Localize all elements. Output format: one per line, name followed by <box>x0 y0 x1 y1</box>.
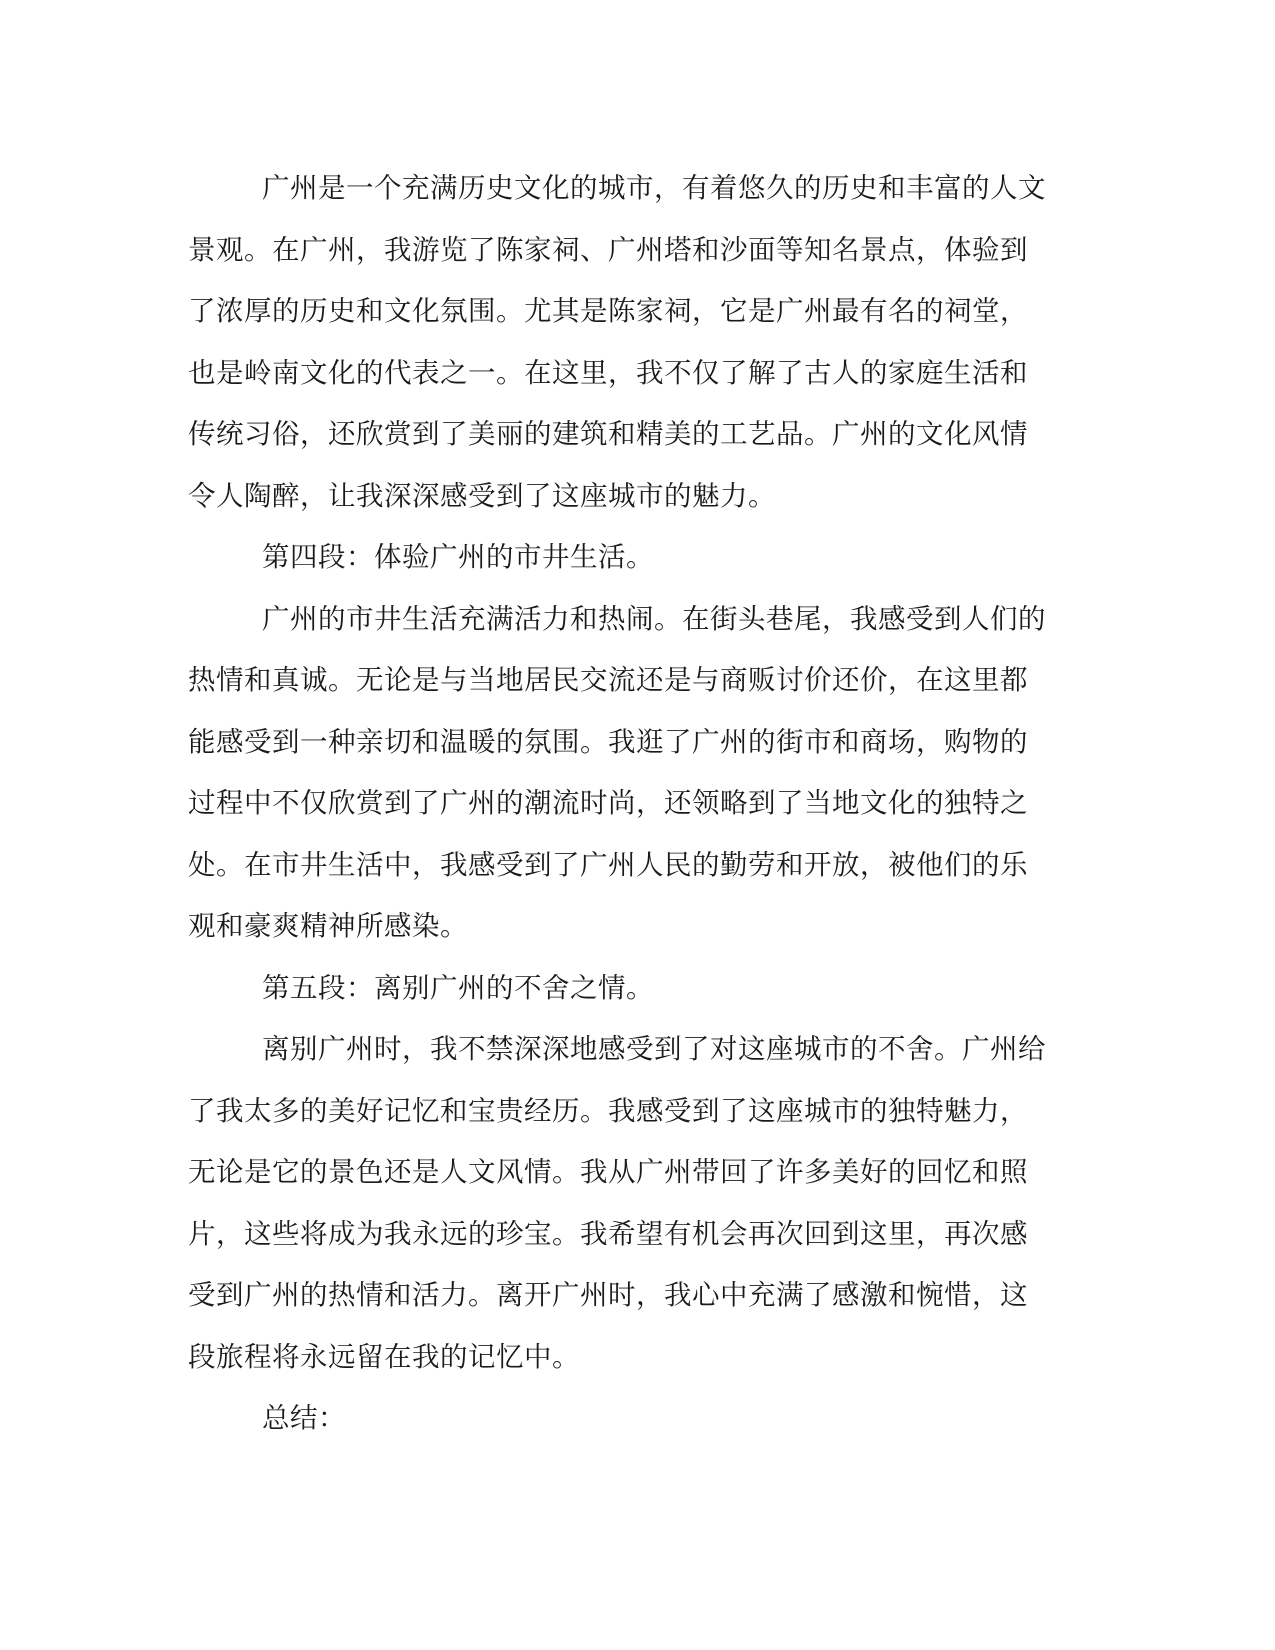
text-line: 传统习俗，还欣赏到了美丽的建筑和精美的工艺品。广州的文化风情 <box>188 418 1028 450</box>
text-line: 广州是一个充满历史文化的城市，有着悠久的历史和丰富的人文 <box>262 172 1046 204</box>
text-line: 总结： <box>262 1402 346 1434</box>
text-line: 广州的市井生活充满活力和热闹。在街头巷尾，我感受到人们的 <box>262 602 1046 635</box>
text-line: 能感受到一种亲切和温暖的氛围。我逛了广州的街市和商场，购物的 <box>188 725 1028 758</box>
text-line: 令人陶醉，让我深深感受到了这座城市的魅力。 <box>188 479 776 512</box>
text-line: 无论是它的景色还是人文风情。我从广州带回了许多美好的回忆和照 <box>188 1156 1028 1188</box>
text-line: 段旅程将永远留在我的记忆中。 <box>188 1340 580 1373</box>
text-line: 离别广州时，我不禁深深地感受到了对这座城市的不舍。广州给 <box>262 1033 1046 1065</box>
text-line: 第四段：体验广州的市井生活。 <box>262 541 654 573</box>
text-line: 了我太多的美好记忆和宝贵经历。我感受到了这座城市的独特魅力， <box>188 1094 1028 1127</box>
text-line: 片，这些将成为我永远的珍宝。我希望有机会再次回到这里，再次感 <box>188 1217 1028 1250</box>
text-line: 处。在市井生活中，我感受到了广州人民的勤劳和开放，被他们的乐 <box>188 848 1028 881</box>
text-line: 热情和真诚。无论是与当地居民交流还是与商贩讨价还价，在这里都 <box>188 664 1028 696</box>
text-line: 景观。在广州，我游览了陈家祠、广州塔和沙面等知名景点，体验到 <box>188 233 1028 266</box>
text-line: 受到广州的热情和活力。离开广州时，我心中充满了感激和惋惜，这 <box>188 1279 1028 1311</box>
document-body <box>188 158 1068 1450</box>
text-line: 观和豪爽精神所感染。 <box>188 910 468 942</box>
text-line: 第五段：离别广州的不舍之情。 <box>262 971 654 1004</box>
text-line: 了浓厚的历史和文化氛围。尤其是陈家祠，它是广州最有名的祠堂， <box>188 295 1028 327</box>
text-line: 也是岭南文化的代表之一。在这里，我不仅了解了古人的家庭生活和 <box>188 356 1028 389</box>
text-line: 过程中不仅欣赏到了广州的潮流时尚，还领略到了当地文化的独特之 <box>188 787 1028 819</box>
